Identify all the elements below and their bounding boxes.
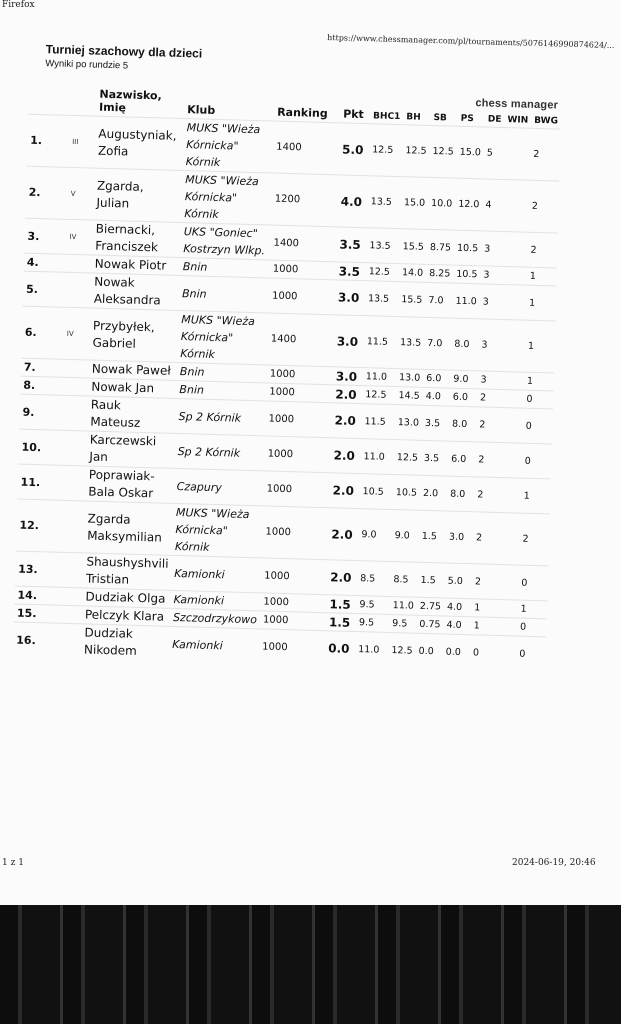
page-number: 1 z 1 <box>2 858 24 868</box>
row-sb: 8.25 <box>426 264 454 283</box>
row-ps: 15.0 <box>456 126 485 179</box>
row-bwg: 1 <box>524 320 555 373</box>
row-ranking: 1000 <box>259 629 326 665</box>
row-position: 9. <box>19 394 62 430</box>
header-ranking: Ranking <box>277 105 328 121</box>
header-ps: PS <box>460 113 474 125</box>
row-de: 3 <box>480 266 500 285</box>
row-win <box>493 477 521 513</box>
row-bhc1: 11.0 <box>363 368 397 387</box>
row-title <box>56 605 82 624</box>
row-title: IV <box>63 307 90 360</box>
row-ps: 12.0 <box>455 178 484 231</box>
row-club: Bnin <box>177 362 267 383</box>
row-ranking: 1000 <box>263 471 330 508</box>
row-title <box>65 272 92 308</box>
row-club: Bnin <box>176 380 266 401</box>
row-points: 3.0 <box>335 280 366 316</box>
row-ps: 3.0 <box>445 511 474 564</box>
row-club: MUKS "Wieża Kórnicka" Kórnik <box>183 119 274 173</box>
row-bhc1: 12.5 <box>366 263 400 282</box>
row-bhc1: 11.0 <box>355 632 389 667</box>
row-bh: 14.5 <box>395 387 423 406</box>
row-title <box>57 552 84 588</box>
header-pos <box>28 84 71 116</box>
row-bh: 15.5 <box>399 229 427 265</box>
row-bh: 8.5 <box>390 562 418 598</box>
row-bh: 15.0 <box>400 177 429 230</box>
row-title <box>58 500 85 553</box>
row-name: Nowak Aleksandra <box>91 273 180 310</box>
row-ranking: 1000 <box>265 401 332 438</box>
row-bhc1: 13.5 <box>366 228 400 264</box>
row-name: Nowak Jan <box>88 378 177 398</box>
row-ps: 9.0 <box>450 370 478 389</box>
row-club: Kamionki <box>170 590 260 611</box>
row-club: Sp 2 Kórnik <box>175 398 266 435</box>
row-ranking: 1000 <box>264 436 331 473</box>
row-bwg: 0 <box>518 565 549 601</box>
header-name: Nazwisko, Imię <box>98 87 162 115</box>
row-sb: 0.75 <box>416 615 444 634</box>
row-points: 3.5 <box>336 227 367 263</box>
row-name: Nowak Paweł <box>89 360 178 380</box>
row-name: Zgarda, Julian <box>93 168 183 222</box>
row-position: 10. <box>18 429 61 465</box>
row-win <box>495 407 523 443</box>
row-bwg: 2 <box>528 180 559 233</box>
row-bh: 9.5 <box>389 614 417 633</box>
row-title <box>62 377 88 396</box>
row-win <box>500 266 527 285</box>
row-win <box>499 284 527 320</box>
row-ps: 8.0 <box>447 476 475 512</box>
row-de: 2 <box>476 407 497 443</box>
row-win <box>494 442 522 478</box>
row-points: 4.0 <box>337 175 368 228</box>
row-name: Karczewski Jan <box>86 431 175 468</box>
row-title <box>66 254 92 273</box>
row-win <box>489 635 517 670</box>
row-bhc1: 9.5 <box>356 596 390 615</box>
row-sb: 6.0 <box>423 369 451 388</box>
row-name: Shaushyshvili Tristian <box>83 553 172 590</box>
row-bh: 14.0 <box>399 264 427 283</box>
row-club: Kamionki <box>171 555 262 592</box>
row-name: Poprawiak-Bala Oskar <box>85 466 174 503</box>
row-position: 6. <box>21 306 64 359</box>
row-de: 0 <box>469 635 490 670</box>
row-sb: 2.75 <box>417 597 445 616</box>
row-points: 2.0 <box>328 508 359 561</box>
row-sb: 7.0 <box>425 282 453 318</box>
row-position: 4. <box>24 253 66 272</box>
row-bhc1: 11.5 <box>363 316 398 369</box>
row-position: 3. <box>24 218 67 254</box>
row-club: MUKS "Wieża Kórnicka" Kórnik <box>172 503 263 557</box>
row-ranking: 1000 <box>270 260 336 280</box>
row-de: 2 <box>472 512 493 565</box>
row-bh: 15.5 <box>398 282 426 318</box>
row-position: 16. <box>13 622 56 658</box>
row-ps: 10.5 <box>454 230 482 266</box>
row-points: 1.5 <box>326 595 356 614</box>
row-points: 3.0 <box>333 367 363 386</box>
row-position: 1. <box>26 114 69 167</box>
row-bhc1: 9.5 <box>356 614 390 633</box>
row-bh: 13.0 <box>396 369 424 388</box>
row-de: 4 <box>482 179 503 232</box>
row-points: 1.5 <box>326 613 356 632</box>
row-ps: 5.0 <box>444 563 472 599</box>
row-bhc1: 9.0 <box>358 509 393 562</box>
header-title <box>70 85 97 116</box>
row-de: 2 <box>471 564 492 600</box>
row-points: 3.0 <box>333 315 364 368</box>
row-bwg: 0 <box>522 408 553 444</box>
row-points: 2.0 <box>330 438 361 474</box>
row-sb: 1.5 <box>418 510 447 563</box>
row-position: 13. <box>15 551 58 587</box>
row-bh: 12.5 <box>402 125 431 178</box>
print-datetime: 2024-06-19, 20:46 <box>512 858 596 868</box>
row-bhc1: 12.5 <box>362 386 396 405</box>
header-win: WIN <box>507 115 529 126</box>
row-ranking: 1400 <box>270 225 337 262</box>
row-ranking: 1000 <box>266 383 332 403</box>
row-bhc1: 8.5 <box>357 561 391 597</box>
row-club: Bnin <box>180 257 270 278</box>
row-bwg: 1 <box>524 372 554 391</box>
row-sb: 2.0 <box>420 475 448 511</box>
row-sb: 8.75 <box>426 229 454 265</box>
row-ranking: 1000 <box>261 558 328 595</box>
row-bhc1: 13.5 <box>365 281 399 317</box>
row-name: Zgarda Maksymilian <box>84 501 174 555</box>
row-win <box>501 179 529 232</box>
row-bhc1: 10.5 <box>359 474 393 510</box>
row-sb: 0.0 <box>415 633 443 668</box>
row-points: 2.0 <box>329 473 360 509</box>
header-club: Klub <box>187 103 216 117</box>
row-sb: 10.0 <box>427 177 456 230</box>
row-win <box>492 512 520 565</box>
row-club: Szczodrzykowo <box>170 608 260 629</box>
row-bwg: 1 <box>520 478 551 514</box>
row-ranking: 1200 <box>271 173 338 227</box>
row-name: Biernacki, Franciszek <box>92 220 181 257</box>
row-win <box>490 617 517 636</box>
row-points: 3.5 <box>336 262 366 281</box>
results-table <box>13 84 562 672</box>
row-win <box>491 564 519 600</box>
page-url: https://www.chessmanager.com/pl/tournaments/5076146990874624/... <box>327 33 615 51</box>
row-bwg: 1 <box>517 600 547 619</box>
row-ps: 0.0 <box>442 634 470 669</box>
row-club: Sp 2 Kórnik <box>174 433 265 470</box>
row-name: Przybyłek, Gabriel <box>89 308 179 362</box>
row-bhc1: 11.0 <box>360 439 394 475</box>
row-de: 5 <box>483 127 504 180</box>
row-bh: 13.5 <box>396 317 425 370</box>
row-club: UKS "Goniec" Kostrzyn Wlkp. <box>180 223 271 260</box>
row-club: Kamionki <box>169 626 260 663</box>
row-position: 2. <box>25 166 68 219</box>
row-name: Dudziak Olga <box>82 588 171 608</box>
header-de: DE <box>487 114 502 125</box>
row-ps: 11.0 <box>452 283 480 319</box>
page-title: Turniej szachowy dla dzieci <box>45 42 203 61</box>
row-title: IV <box>66 219 93 255</box>
row-sb: 4.0 <box>422 387 450 406</box>
scanner-background <box>0 905 621 1024</box>
row-name: Augustyniak, Zofia <box>94 116 184 170</box>
row-club: MUKS "Wieża Kórnicka" Kórnik <box>177 310 268 364</box>
row-title: III <box>68 115 95 168</box>
row-de: 1 <box>470 617 490 636</box>
row-title <box>56 587 82 606</box>
row-sb: 3.5 <box>421 440 449 476</box>
row-name: Pelczyk Klara <box>82 606 171 626</box>
row-points: 5.0 <box>338 123 369 176</box>
row-win <box>491 599 518 618</box>
row-position: 14. <box>14 586 56 605</box>
row-bh: 10.5 <box>392 475 420 511</box>
row-club: Czapury <box>173 468 264 505</box>
row-de: 2 <box>474 477 495 513</box>
row-points: 0.0 <box>325 631 356 666</box>
row-bh: 13.0 <box>394 405 422 441</box>
row-win <box>503 127 531 180</box>
row-bh: 9.0 <box>391 510 420 563</box>
row-name: Rauk Mateusz <box>87 396 176 433</box>
logo-text: chess manager <box>475 97 559 112</box>
row-position: 15. <box>14 604 56 623</box>
row-de: 3 <box>481 231 502 267</box>
row-club: Bnin <box>179 275 270 312</box>
row-ps: 8.0 <box>451 318 480 371</box>
page-subtitle: Wyniki po rundzie 5 <box>45 58 129 72</box>
row-win <box>496 389 523 408</box>
row-points: 2.0 <box>331 403 362 439</box>
row-ps: 4.0 <box>443 616 471 635</box>
row-bh: 11.0 <box>389 596 417 615</box>
row-points: 2.0 <box>332 385 362 404</box>
row-name: Nowak Piotr <box>92 255 181 275</box>
row-bhc1: 11.5 <box>361 404 395 440</box>
row-name: Dudziak Nikodem <box>81 624 170 661</box>
header-bhc1: BHC1 <box>372 111 401 123</box>
browser-label: Firefox <box>2 0 35 10</box>
row-title <box>59 465 86 501</box>
row-sb: 3.5 <box>422 405 450 441</box>
row-ranking: 1000 <box>269 278 336 315</box>
row-title <box>61 395 88 431</box>
row-bhc1: 12.5 <box>368 124 403 177</box>
row-win <box>500 231 528 267</box>
row-de: 3 <box>477 371 497 390</box>
header-bh: BH <box>406 112 421 123</box>
row-club: MUKS "Wieża Kórnicka" Kórnik <box>181 171 272 225</box>
row-de: 3 <box>479 284 500 320</box>
header-pkt: Pkt <box>342 107 364 122</box>
row-title <box>60 430 87 466</box>
row-bh: 12.5 <box>388 632 416 667</box>
row-title: V <box>67 167 94 220</box>
row-position: 7. <box>21 358 63 377</box>
row-bh: 12.5 <box>393 440 421 476</box>
row-ranking: 1000 <box>260 611 326 631</box>
row-bwg: 2 <box>530 128 561 181</box>
row-title <box>55 623 82 658</box>
row-bwg: 1 <box>526 285 557 321</box>
row-ps: 4.0 <box>444 598 472 617</box>
row-bwg: 1 <box>527 267 557 286</box>
row-win <box>497 371 524 390</box>
row-ranking: 1000 <box>260 593 326 613</box>
header-sb: SB <box>433 113 447 124</box>
row-position: 11. <box>17 464 60 500</box>
row-sb: 12.5 <box>429 125 458 178</box>
row-win <box>497 319 525 372</box>
row-bwg: 0 <box>517 618 547 637</box>
row-position: 12. <box>16 499 59 552</box>
row-position: 8. <box>20 376 62 395</box>
row-ps: 6.0 <box>450 388 478 407</box>
row-de: 2 <box>477 389 497 408</box>
row-bhc1: 13.5 <box>367 176 402 229</box>
row-de: 3 <box>478 319 499 372</box>
row-ps: 6.0 <box>448 441 476 477</box>
row-sb: 1.5 <box>417 562 445 598</box>
row-ps: 10.5 <box>453 265 481 284</box>
row-bwg: 2 <box>527 232 558 268</box>
row-points: 2.0 <box>327 560 358 596</box>
row-bwg: 0 <box>521 443 552 479</box>
row-de: 2 <box>475 442 496 478</box>
row-ranking: 1400 <box>272 121 339 175</box>
header-bwg: BWG <box>534 115 559 127</box>
row-sb: 7.0 <box>423 317 452 370</box>
row-ranking: 1400 <box>267 313 334 367</box>
row-ps: 8.0 <box>449 406 477 442</box>
row-bwg: 2 <box>519 513 550 566</box>
row-bwg: 0 <box>523 390 553 409</box>
row-bwg: 0 <box>516 636 547 671</box>
row-ranking: 1000 <box>262 506 329 560</box>
row-position: 5. <box>23 271 66 307</box>
row-ranking: 1000 <box>267 365 333 385</box>
row-de: 1 <box>471 599 491 618</box>
row-title <box>63 359 89 378</box>
